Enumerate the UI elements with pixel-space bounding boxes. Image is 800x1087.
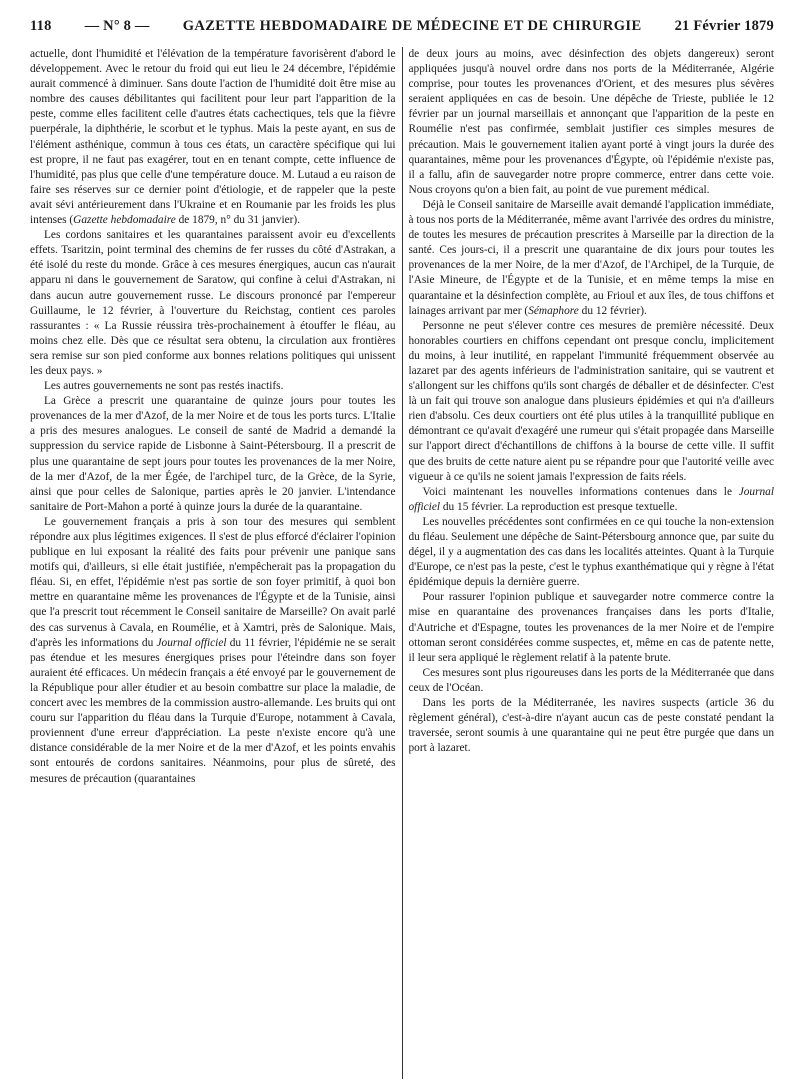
page-header <box>30 12 774 40</box>
paragraph: La Grèce a prescrit une quarantaine de quinze jours pour toutes les provenances de la mer d'Azof, de la mer Noire et de tous les ports turcs. L'Italie a pris des mesures analogues. Le conseil de santé de Madrid a demandé la suppression du service rapide de Lisbonne à Saint-Pétersbourg. Il a prescrit de plus une quarantaine de sept jours pour toutes les provenances de la mer Noire, de la mer d'Azof, de la mer Égée, de l'archipel turc, de la Grèce, de la Syrie, ainsi que pour celles de Salonique, parties après le 20 janvier. L'intendance sanitaire de Port-Mahon a porté à quinze jours la durée de la quarantaine. <box>30 395 396 513</box>
paragraph: Le gouvernement français a pris à son tour des mesures qui semblent répondre aux plus légitimes exigences. Il s'est de plus efforcé d'éclairer l'opinion publique en lui exposant la réalité des faits pour prévenir une panique sans motifs qui, d'ailleurs, si elle était justifiée, n'empêcherait pas la propagation du fléau. Si, en effet, l'épidémie n'est pas sortie de son foyer primitif, à quoi bon mettre en quarantaine même les provenances de l'Égypte et de la Tunisie, ainsi que l'a prescrit tout récemment le Conseil sanitaire de Marseille? On avait parlé des cas survenus à Cavala, en Roumélie, et à Xamtri, près de Salonique. Mais, d'après les informations du Journal officiel du 11 février, l'épidémie ne se serait pas étendue et les mesures énergiques prises pour l'éteindre dans son foyer auraient été efficaces. Un médecin français a été envoyé par le gouvernement de la République pour aller étudier et au besoin combattre sur place la maladie, de concert avec les membres de la commission austro-allemande. Les bruits qui ont couru sur l'apparition du fléau dans la Turquie d'Europe, notamment à Cavala, proviennent d'une erreur d'appréciation. La peste n'existe encore qu'à une distance considérable de la mer Noire et de la mer d'Azof, et les points envahis sont entourés de cordons sanitaires. Néanmoins, pour plus de sûreté, des mesures de précaution (quarantaines <box>30 515 396 785</box>
paragraph: Les nouvelles précédentes sont confirmées en ce qui touche la non-extension du fléau. Seulement une dépêche de Saint-Pétersbourg annonce que, par suite du dégel, il y a augmentation des cas dans les localités atteintes. Quant à la Turquie d'Europe, ce n'est pas la peste, c'est le typhus exanthématique qui y règne à l'état épidémique depuis la dernière guerre. <box>408 515 774 589</box>
paragraph: de deux jours au moins, avec désinfection des objets dangereux) seront appliquées jusqu'à nouvel ordre dans nos ports de la Méditerranée, Algérie comprise, pour toutes les provenances d'Orient, et des mesures plus sévères seraient appliquées en cas de besoin. Une dépêche de Trieste, publiée le 12 février par un journal marseillais et annonçant que l'apparition de la peste en Roumélie n'est pas confirmée, semblait justifier ces simples mesures de précaution. Mais le gouvernement italien ayant porté à vingt jours la durée des quarantaines, même pour les provenances d'Égypte, où l'épidémie n'existe pas, il a fallu, afin de sauvegarder notre propre commerce, entrer dans cette voie. Nous croyons qu'on a bien fait, au point de vue purement médical. <box>408 48 774 196</box>
paragraph: actuelle, dont l'humidité et l'élévation de la température favorisèrent d'abord le développement. Avec le retour du froid qui eut lieu le 24 décembre, l'épidémie aurait commencé à diminuer. Sans doute l'action de l'humidité doit être mise au nombre des causes débilitantes qui facilitent pour leur part l'apparition de la peste, comme elles facilitent celle d'autres états cachectiques, tels que la fièvre puerpérale, la diphthérie, le scorbut et le typhus. Mais la peste ayant, en sus de l'élément asthénique, commun à tous ces états, un caractère spécifique qui lui est propre, il ne faut pas exagérer, tout en en tenant compte, cette influence de l'humidité, pas plus que celle d'une température douce. M. Lutaud a eu raison de faire ses réserves sur ce dernier point d'étiologie, et de rappeler que la peste avait sévi antérieurement dans l'Ukraine et en Roumanie par les froids les plus intenses (Gazette hebdomadaire de 1879, n° du 31 janvier). <box>30 48 396 227</box>
paragraph: Personne ne peut s'élever contre ces mesures de première nécessité. Deux honorables courtiers en chiffons cependant ont presque conclu, implicitement du moins, à leur inutilité, en rappelant l'immunité fréquemment observée au lazaret par des agents inférieurs de l'administration sanitaire, qui se vautrent et s'allongent sur les chiffons qu'ils sont chargés de déballer et de désinfecter. C'est là un fait qui trouve son analogue dans plusieurs épidémies et qui n'a d'ailleurs rien d'absolu. Ces deux courtiers ont été plus utiles à la tranquillité publique en démontrant ce qu'avait d'exagéré une rumeur qui s'était propagée dans Marseille sur l'apport direct d'échantillons de chiffons à la bourse de cette ville. Il suffit que des bruits de cette nature aient pu se répandre pour que l'autorité veille avec vigueur à ce qu'ils ne soient jamais l'expression de faits réels. <box>408 319 774 483</box>
page-number: 118 <box>30 17 52 34</box>
issue-number: — N° 8 — <box>84 17 150 34</box>
paragraph: Dans les ports de la Méditerranée, les navires suspects (article 36 du règlement général), c'est-à-dire n'ayant aucun cas de peste constaté pendant la traversée, seront soumis à une quarantaine qui ne peut être purgée que dans un port à lazaret. <box>408 697 774 755</box>
paragraph: Voici maintenant les nouvelles informations contenues dans le Journal officiel du 15 février. La reproduction est presque textuelle. <box>408 485 774 513</box>
journal-title: GAZETTE HEBDOMADAIRE DE MÉDECINE ET DE CHIRURGIE <box>182 17 642 34</box>
paragraph: Les cordons sanitaires et les quarantaines paraissent avoir eu d'excellents effets. Tsaritzin, point terminal des chemins de fer russes du côté d'Astrakan, a été isolé du reste du monde. Grâce à ces mesures énergiques, aucun cas n'aurait apparu ni dans le gouvernement de Saratow, qui confine à celui d'Astrakan, ni dans aucun autre gouvernement russe. Le discours prononcé par l'empereur Guillaume, le 12 février, à l'ouverture du Reichstag, contient ces paroles rassurantes : « La Russie réussira très-prochainement à étouffer le fléau, au moins chez elle. Dès que ce résultat sera obtenu, la circulation aux frontières sera remise sur son pied conforme aux bonnes relations politiques qui unissent les deux pays. » <box>30 229 396 377</box>
right-column <box>409 47 775 1079</box>
column-divider <box>402 47 403 1079</box>
issue-date: 21 Février 1879 <box>674 17 774 34</box>
left-column <box>30 47 396 1079</box>
paragraph: Pour rassurer l'opinion publique et sauvegarder notre commerce contre la mise en quarantaine des provenances françaises dans les ports d'Italie, d'Autriche et d'Espagne, toutes les provenances de la mer Noire et de l'empire ottoman seront considérées comme suspectes, et, même en cas de patente nette, il leur sera appliqué le règlement relatif à la patente brute. <box>408 591 774 664</box>
paragraph: Déjà le Conseil sanitaire de Marseille avait demandé l'application immédiate, à tous nos ports de la Méditerranée, même avant l'arrivée des ordres du ministre, de toutes les mesures de précaution prescrites à Marseille par la direction de la santé. Ces jours-ci, il a prescrit une quarantaine de dix jours pour toutes les provenances de la mer Noire, de la mer d'Azof, de l'Archipel, de la Turquie, de l'Asie Mineure, de l'Égypte et de la Tunisie, et en même temps la mise en quarantaine et la désinfection complète, au Frioul et aux îles, de tous chiffons et lainages arrivant par mer (Sémaphore du 12 février). <box>408 198 774 317</box>
paragraph: Les autres gouvernements ne sont pas restés inactifs. <box>44 380 284 393</box>
paragraph: Ces mesures sont plus rigoureuses dans les ports de la Méditerranée que dans ceux de l'Océan. <box>408 666 774 694</box>
article-columns <box>30 47 774 1079</box>
